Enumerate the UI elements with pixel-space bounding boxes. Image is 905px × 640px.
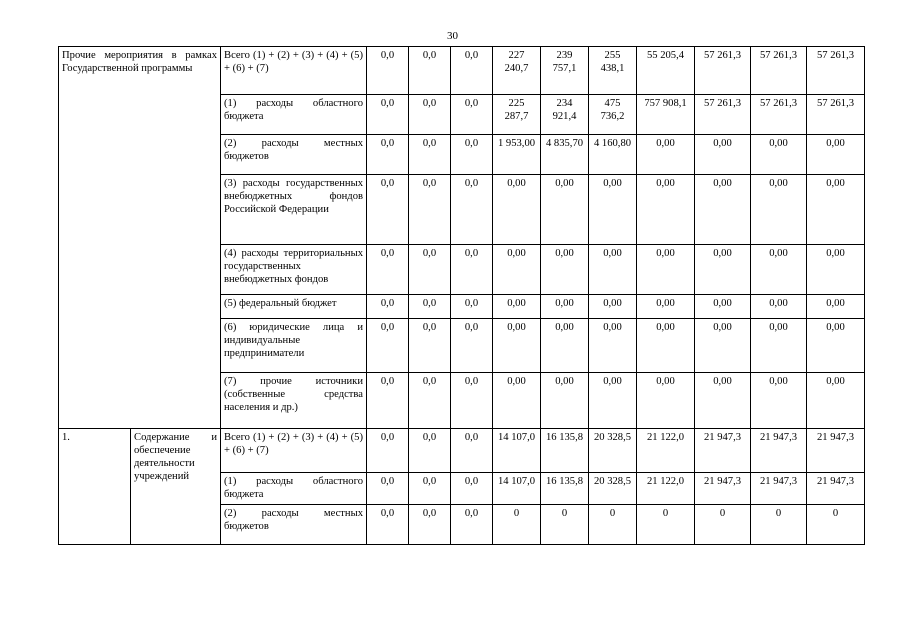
value-cell: 21 122,0	[637, 473, 695, 505]
value-cell: 0,00	[695, 319, 751, 373]
value-cell: 0,0	[409, 47, 451, 95]
value-cell: 255 438,1	[589, 47, 637, 95]
row-label: (1) расходы областного бюджета	[221, 473, 367, 505]
value-cell: 0,00	[493, 373, 541, 429]
value-cell: 0,0	[367, 373, 409, 429]
value-cell: 0,0	[451, 505, 493, 545]
value-cell: 0,00	[541, 373, 589, 429]
value-cell: 0,00	[807, 295, 865, 319]
value-cell: 20 328,5	[589, 429, 637, 473]
value-cell: 0,00	[637, 319, 695, 373]
value-cell: 0,00	[695, 135, 751, 175]
value-cell: 0	[637, 505, 695, 545]
value-cell: 0,0	[451, 319, 493, 373]
value-cell: 0,00	[493, 295, 541, 319]
value-cell: 0,00	[751, 319, 807, 373]
value-cell: 20 328,5	[589, 473, 637, 505]
value-cell: 0,00	[493, 245, 541, 295]
row-label: (3) расходы государственных внебюджетных фондов Российской Федерации	[221, 175, 367, 245]
value-cell: 0,00	[751, 175, 807, 245]
value-cell: 0,00	[751, 245, 807, 295]
value-cell: 0,00	[807, 135, 865, 175]
value-cell: 0,00	[695, 373, 751, 429]
value-cell: 0,0	[451, 135, 493, 175]
value-cell: 225 287,7	[493, 95, 541, 135]
value-cell: 0,0	[451, 295, 493, 319]
value-cell: 0,0	[367, 175, 409, 245]
row-label: (1) расходы областного бюджета	[221, 95, 367, 135]
value-cell: 0,0	[409, 505, 451, 545]
value-cell: 0	[807, 505, 865, 545]
value-cell: 475 736,2	[589, 95, 637, 135]
value-cell: 0,0	[409, 429, 451, 473]
value-cell: 0,0	[367, 473, 409, 505]
value-cell: 0	[589, 505, 637, 545]
value-cell: 0,0	[451, 175, 493, 245]
value-cell: 0,00	[541, 245, 589, 295]
table-row	[59, 47, 865, 95]
item-number: 1.	[59, 429, 131, 545]
value-cell: 21 122,0	[637, 429, 695, 473]
value-cell: 0,0	[409, 135, 451, 175]
value-cell: 0,0	[409, 319, 451, 373]
value-cell: 0,00	[589, 373, 637, 429]
value-cell: 57 261,3	[807, 47, 865, 95]
value-cell: 0,0	[451, 95, 493, 135]
value-cell: 0,0	[409, 95, 451, 135]
page-number: 30	[447, 30, 458, 42]
value-cell: 0,0	[451, 245, 493, 295]
value-cell: 0,0	[451, 373, 493, 429]
value-cell: 0,00	[541, 295, 589, 319]
value-cell: 1 953,00	[493, 135, 541, 175]
value-cell: 0	[493, 505, 541, 545]
value-cell: 4 160,80	[589, 135, 637, 175]
value-cell: 227 240,7	[493, 47, 541, 95]
value-cell: 57 261,3	[751, 47, 807, 95]
value-cell: 21 947,3	[695, 429, 751, 473]
value-cell: 0,00	[807, 373, 865, 429]
row-label: (6) юридические лица и индивидуальные предприниматели	[221, 319, 367, 373]
value-cell: 0,00	[637, 135, 695, 175]
value-cell: 57 261,3	[807, 95, 865, 135]
value-cell: 0,0	[409, 473, 451, 505]
value-cell: 0	[541, 505, 589, 545]
row-label: (2) расходы местных бюджетов	[221, 505, 367, 545]
row-label: Всего (1) + (2) + (3) + (4) + (5) + (6) + (7)	[221, 429, 367, 473]
value-cell: 16 135,8	[541, 473, 589, 505]
value-cell: 21 947,3	[807, 473, 865, 505]
section-title: Прочие мероприятия в рамках Государственной программы	[59, 47, 221, 429]
value-cell: 0,0	[367, 429, 409, 473]
value-cell: 0,0	[409, 175, 451, 245]
value-cell: 0,00	[637, 245, 695, 295]
value-cell: 0,0	[367, 245, 409, 295]
value-cell: 0,00	[807, 245, 865, 295]
value-cell: 0,0	[367, 319, 409, 373]
value-cell: 0,00	[695, 295, 751, 319]
value-cell: 0,00	[493, 175, 541, 245]
budget-table	[58, 46, 865, 545]
value-cell: 14 107,0	[493, 473, 541, 505]
value-cell: 0,0	[451, 47, 493, 95]
value-cell: 757 908,1	[637, 95, 695, 135]
value-cell: 21 947,3	[807, 429, 865, 473]
value-cell: 21 947,3	[695, 473, 751, 505]
value-cell: 0,00	[807, 319, 865, 373]
value-cell: 0,00	[751, 373, 807, 429]
value-cell: 0,0	[367, 505, 409, 545]
value-cell: 0,00	[589, 175, 637, 245]
value-cell: 0,00	[751, 135, 807, 175]
value-cell: 0,00	[541, 175, 589, 245]
value-cell: 0,0	[409, 373, 451, 429]
value-cell: 0,0	[367, 95, 409, 135]
value-cell: 0,0	[451, 429, 493, 473]
value-cell: 57 261,3	[695, 95, 751, 135]
value-cell: 0,00	[541, 319, 589, 373]
row-label: Всего (1) + (2) + (3) + (4) + (5) + (6) + (7)	[221, 47, 367, 95]
value-cell: 0,00	[637, 295, 695, 319]
value-cell: 0,0	[367, 295, 409, 319]
value-cell: 0	[751, 505, 807, 545]
value-cell: 57 261,3	[751, 95, 807, 135]
value-cell: 14 107,0	[493, 429, 541, 473]
value-cell: 0,00	[493, 319, 541, 373]
value-cell: 0,00	[695, 245, 751, 295]
value-cell: 55 205,4	[637, 47, 695, 95]
value-cell: 0,00	[637, 175, 695, 245]
row-label: (5) федеральный бюджет	[221, 295, 367, 319]
value-cell: 0	[695, 505, 751, 545]
row-label: (7) прочие источники (собственные средства населения и др.)	[221, 373, 367, 429]
value-cell: 0,0	[409, 295, 451, 319]
row-label: (4) расходы территориальных государственных внебюджетных фондов	[221, 245, 367, 295]
table-row	[59, 429, 865, 473]
value-cell: 0,00	[695, 175, 751, 245]
value-cell: 0,00	[589, 319, 637, 373]
value-cell: 0,00	[637, 373, 695, 429]
value-cell: 0,0	[451, 473, 493, 505]
value-cell: 234 921,4	[541, 95, 589, 135]
value-cell: 21 947,3	[751, 429, 807, 473]
value-cell: 239 757,1	[541, 47, 589, 95]
value-cell: 0,00	[589, 295, 637, 319]
value-cell: 0,00	[589, 245, 637, 295]
value-cell: 57 261,3	[695, 47, 751, 95]
value-cell: 0,0	[409, 245, 451, 295]
value-cell: 21 947,3	[751, 473, 807, 505]
value-cell: 0,00	[807, 175, 865, 245]
value-cell: 16 135,8	[541, 429, 589, 473]
item-title: Содержание и обеспечение деятельности учреждений	[131, 429, 221, 545]
value-cell: 0,0	[367, 135, 409, 175]
value-cell: 4 835,70	[541, 135, 589, 175]
value-cell: 0,00	[751, 295, 807, 319]
row-label: (2) расходы местных бюджетов	[221, 135, 367, 175]
value-cell: 0,0	[367, 47, 409, 95]
